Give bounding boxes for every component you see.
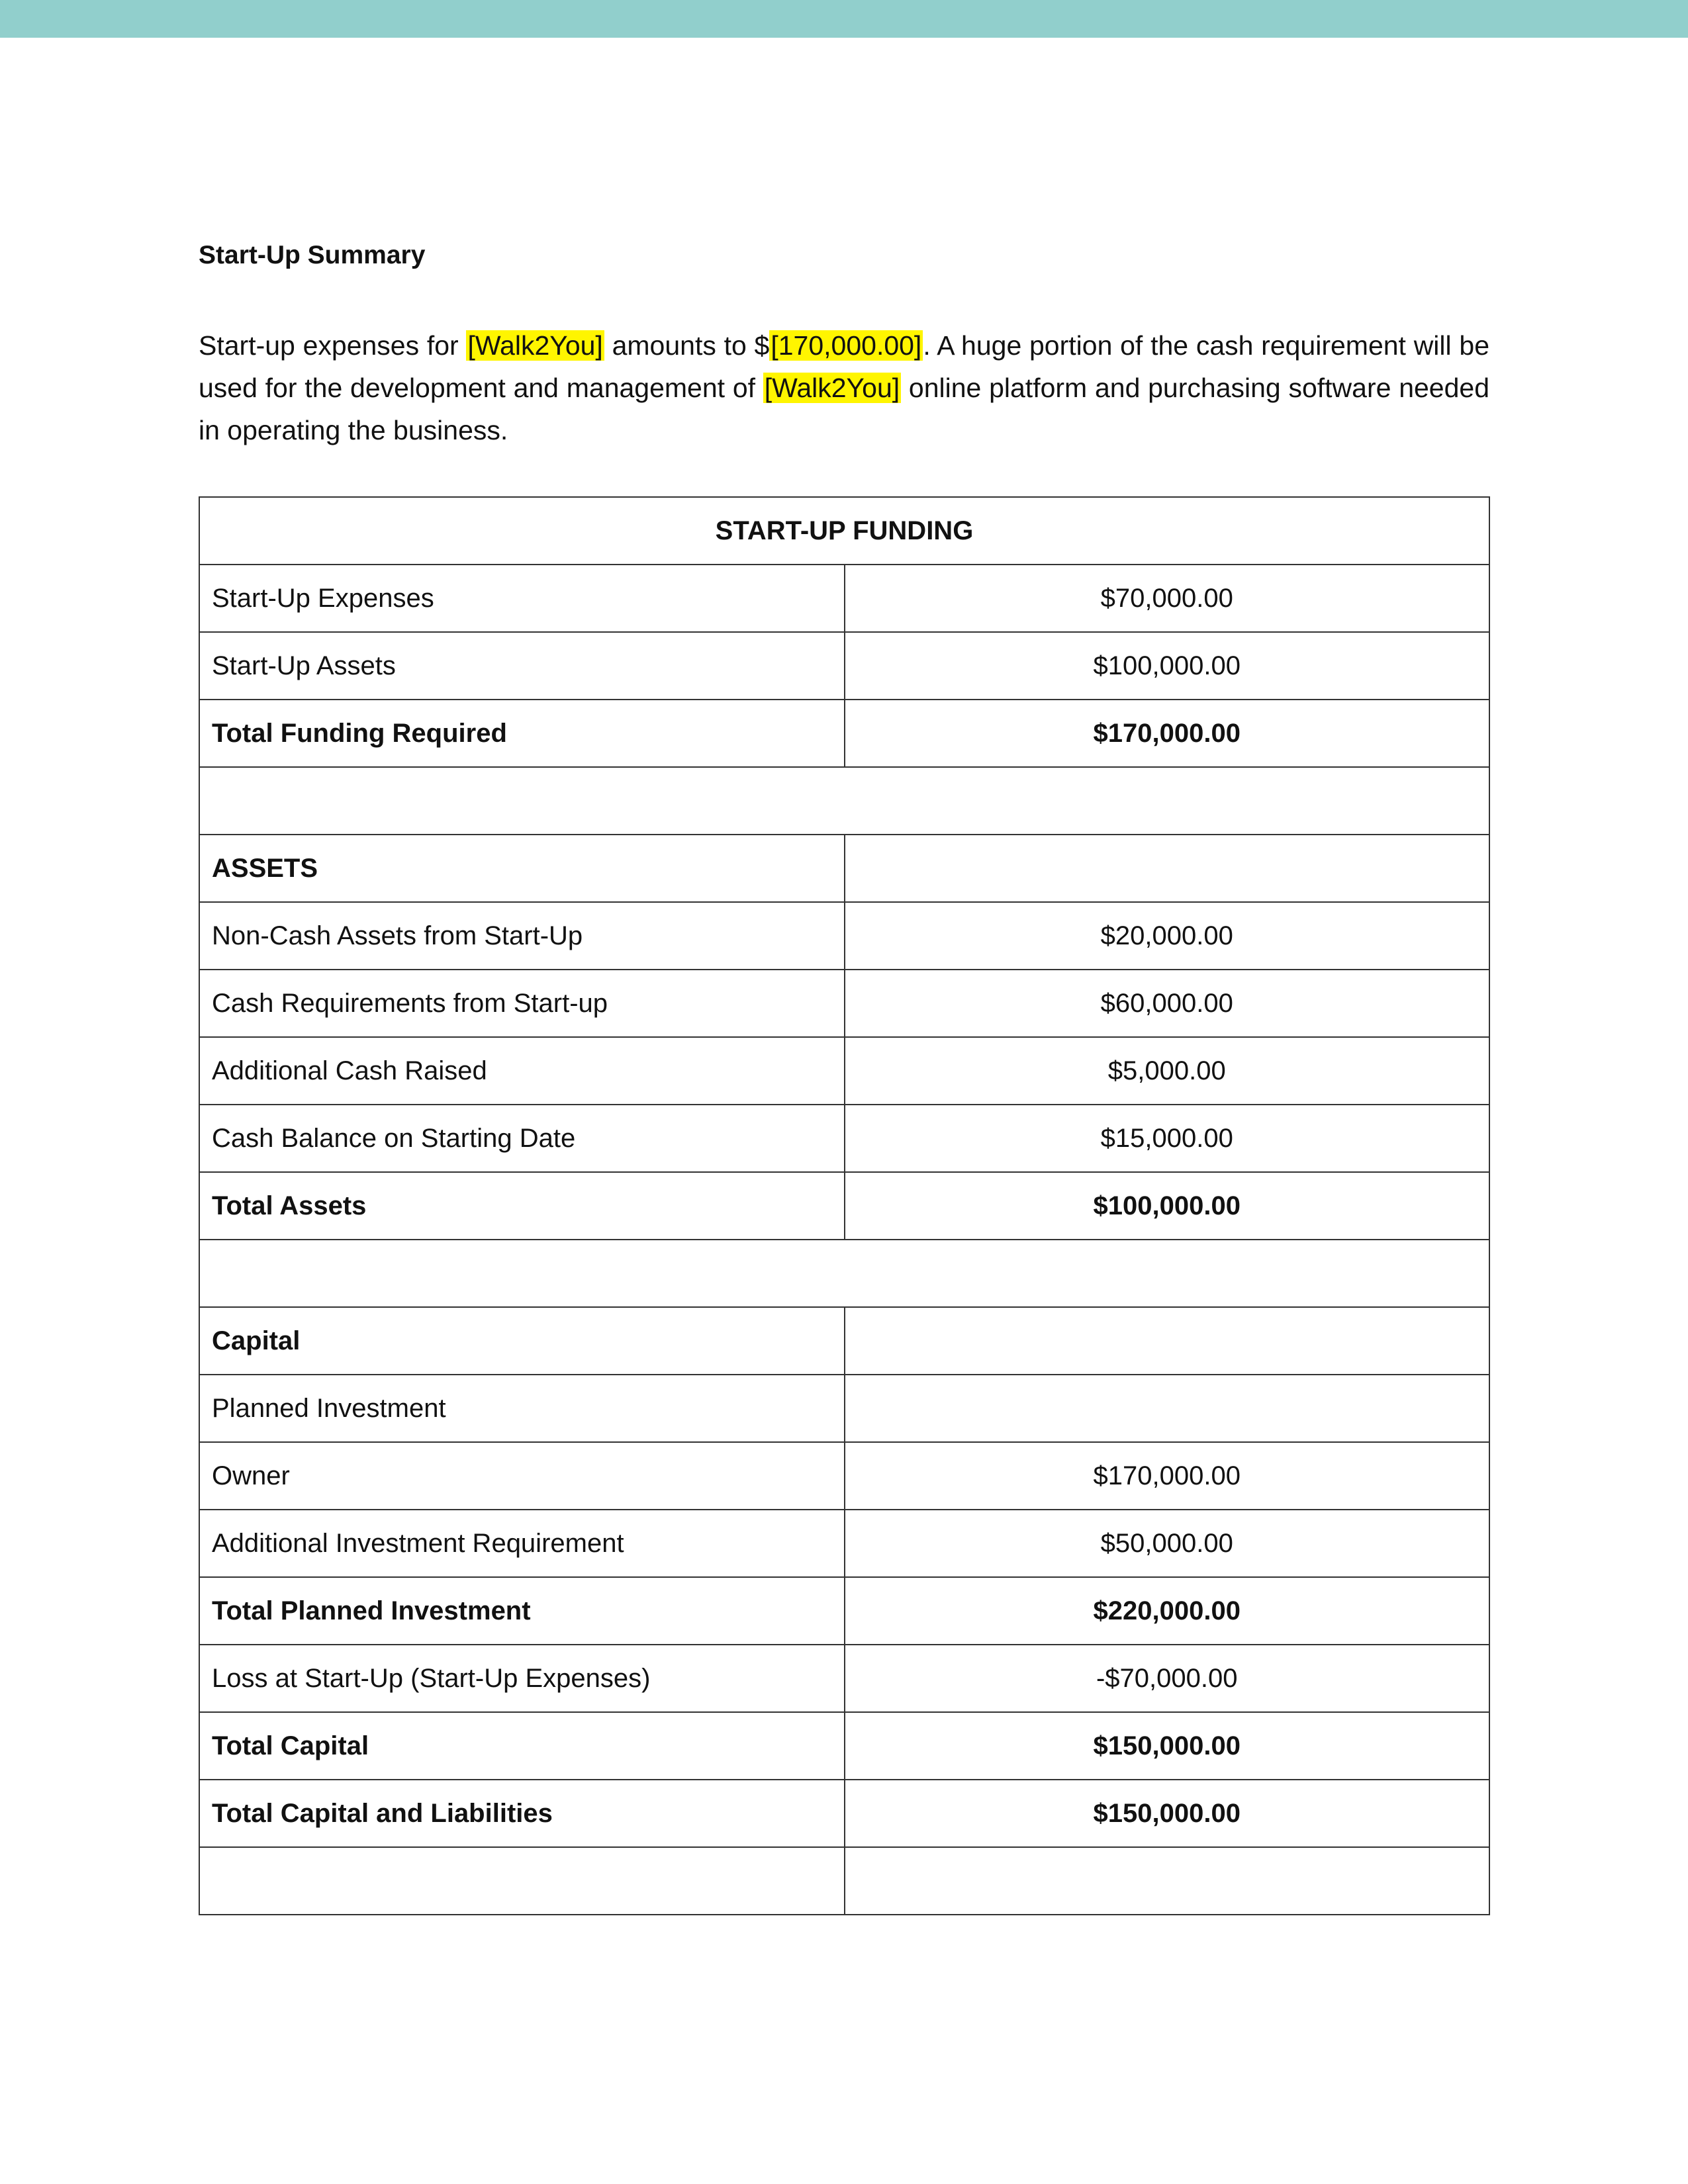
table-row <box>199 565 1489 632</box>
row-value <box>845 835 1490 902</box>
table-row <box>199 1510 1489 1577</box>
table-total-row <box>199 700 1489 767</box>
intro-paragraph <box>199 324 1489 451</box>
intro-text-3: . A huge portion of the cash requirement will be used for the development and management of <box>199 330 1489 403</box>
table-row <box>199 902 1489 970</box>
table-total-row <box>199 1172 1489 1240</box>
row-value <box>845 1307 1490 1375</box>
business-name-highlight: [Walk2You] <box>467 330 603 361</box>
row-value: $170,000.00 <box>845 1442 1490 1510</box>
row-label: Start-Up Assets <box>199 632 845 700</box>
table-total-row <box>199 1712 1489 1780</box>
spacer-cell <box>199 767 1489 835</box>
table-row <box>199 632 1489 700</box>
row-label: Additional Cash Raised <box>199 1037 845 1105</box>
row-value: $150,000.00 <box>845 1712 1490 1780</box>
row-value <box>845 1375 1490 1442</box>
row-label: Total Capital and Liabilities <box>199 1780 845 1847</box>
row-label: ASSETS <box>199 835 845 902</box>
row-value: $5,000.00 <box>845 1037 1490 1105</box>
table-empty-row <box>199 1847 1489 1915</box>
table-spacer-row <box>199 1240 1489 1307</box>
table-total-row <box>199 1577 1489 1645</box>
intro-text-2: amounts to $ <box>604 330 770 361</box>
row-label: Planned Investment <box>199 1375 845 1442</box>
section-heading: Start-Up Summary <box>199 241 426 269</box>
table-row <box>199 1375 1489 1442</box>
row-value: $70,000.00 <box>845 565 1490 632</box>
row-label: Additional Investment Requirement <box>199 1510 845 1577</box>
business-name-highlight-2: [Walk2You] <box>764 373 900 403</box>
row-label: Start-Up Expenses <box>199 565 845 632</box>
row-value: -$70,000.00 <box>845 1645 1490 1712</box>
table-title-row <box>199 497 1489 565</box>
row-value: $15,000.00 <box>845 1105 1490 1172</box>
top-color-band <box>0 0 1688 38</box>
row-value: $50,000.00 <box>845 1510 1490 1577</box>
amount-highlight: [170,000.00] <box>771 330 922 361</box>
spacer-cell <box>199 1240 1489 1307</box>
row-value: $150,000.00 <box>845 1780 1490 1847</box>
row-label: Cash Requirements from Start-up <box>199 970 845 1037</box>
startup-funding-table <box>199 496 1490 1915</box>
intro-text-4: online platform and purchasing software needed in operating the business. <box>199 373 1490 445</box>
table-row <box>199 1105 1489 1172</box>
row-label: Total Funding Required <box>199 700 845 767</box>
row-label: Total Capital <box>199 1712 845 1780</box>
empty-cell <box>199 1847 845 1915</box>
row-value: $20,000.00 <box>845 902 1490 970</box>
row-label: Non-Cash Assets from Start-Up <box>199 902 845 970</box>
row-value: $170,000.00 <box>845 700 1490 767</box>
table-row <box>199 970 1489 1037</box>
row-label: Loss at Start-Up (Start-Up Expenses) <box>199 1645 845 1712</box>
table-spacer-row <box>199 767 1489 835</box>
intro-text-1: Start-up expenses for <box>199 330 467 361</box>
table-row <box>199 1037 1489 1105</box>
table-section-row <box>199 1307 1489 1375</box>
row-label: Capital <box>199 1307 845 1375</box>
empty-cell <box>845 1847 1490 1915</box>
table-row <box>199 1442 1489 1510</box>
row-label: Owner <box>199 1442 845 1510</box>
table-title: START-UP FUNDING <box>199 497 1489 565</box>
row-label: Total Assets <box>199 1172 845 1240</box>
row-value: $60,000.00 <box>845 970 1490 1037</box>
row-label: Total Planned Investment <box>199 1577 845 1645</box>
row-value: $220,000.00 <box>845 1577 1490 1645</box>
table-section-row <box>199 835 1489 902</box>
row-label: Cash Balance on Starting Date <box>199 1105 845 1172</box>
table-row <box>199 1645 1489 1712</box>
table-total-row <box>199 1780 1489 1847</box>
row-value: $100,000.00 <box>845 632 1490 700</box>
row-value: $100,000.00 <box>845 1172 1490 1240</box>
